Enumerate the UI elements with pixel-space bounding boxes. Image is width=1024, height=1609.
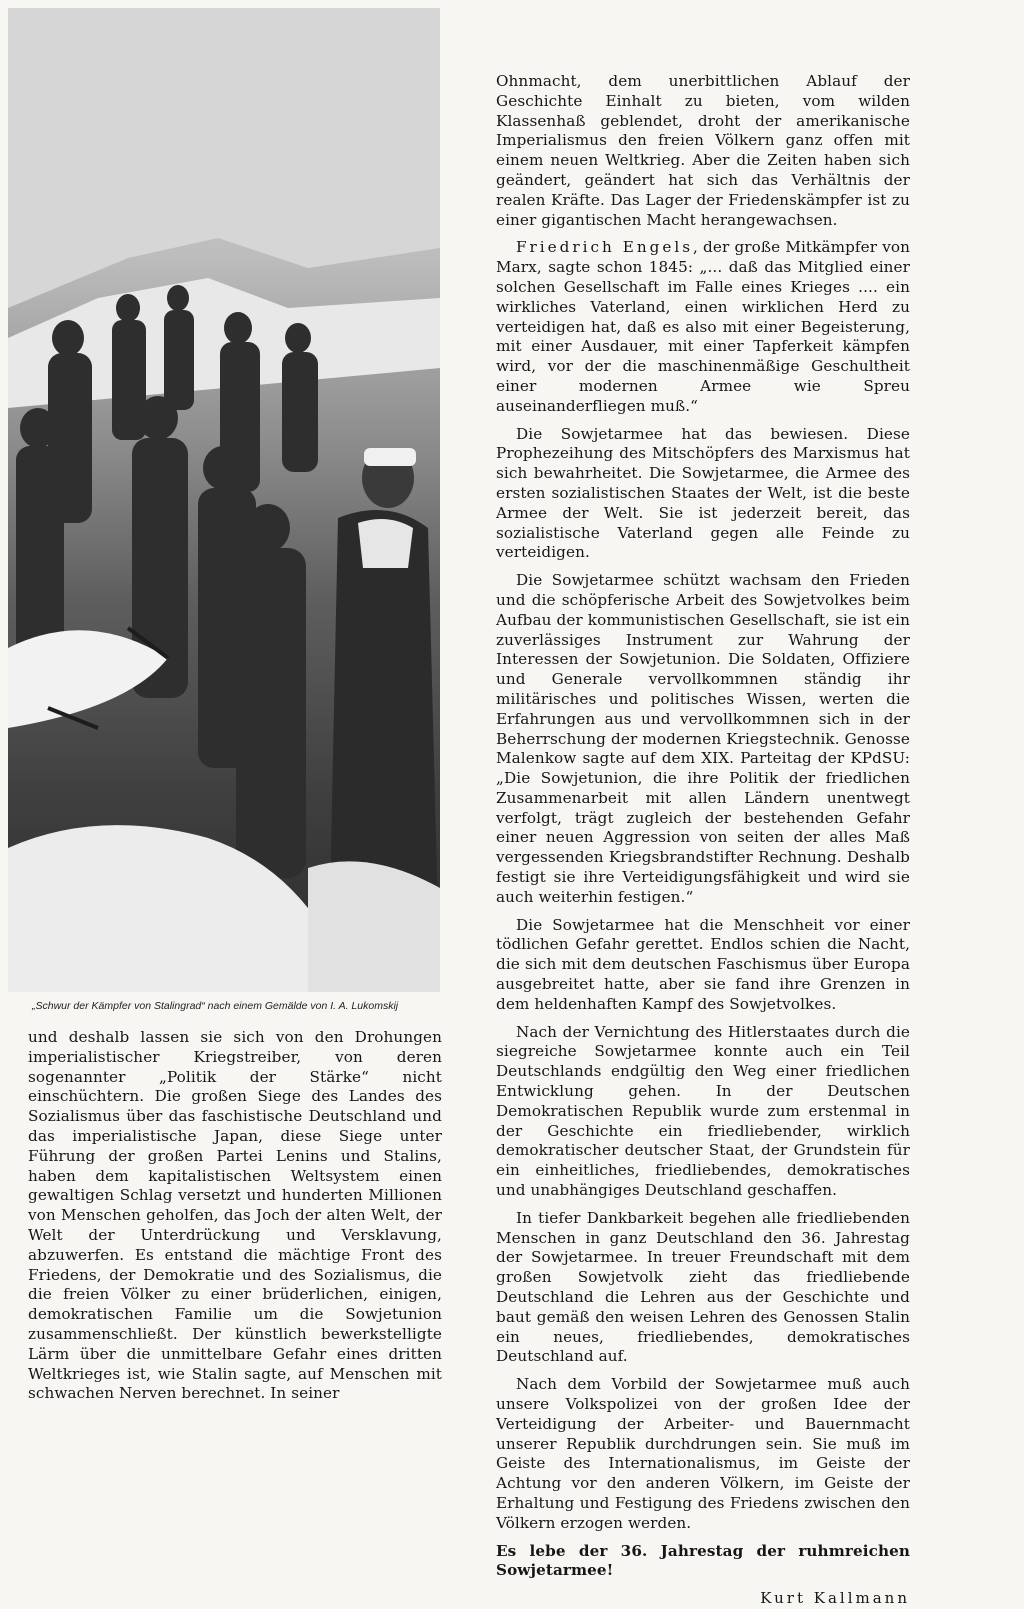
- figure-caption: „Schwur der Kämpfer von Stalingrad“ nach einem Gemälde von I. A. Lukomskij: [32, 1000, 399, 1012]
- right-text-column: [496, 72, 910, 1609]
- paragraph: Ohnmacht, dem unerbittlichen Ablauf der Geschichte Einhalt zu bieten, vom wilden Klassenhaß geblendet, droht der amerikanische Imperialismus den freien Völkern ganz offen mit einem neuen Weltkrieg. Aber die Zeiten haben sich geändert, geändert hat sich das Verhältnis der realen Kräfte. Das Lager der Friedenskämpfer ist zu einer gigantischen Macht herangewachsen.: [496, 72, 910, 229]
- engels-name: Friedrich Engels: [516, 238, 694, 257]
- paragraph: Die Sowjetarmee schützt wachsam den Frieden und die schöpferische Arbeit des Sowjetvolkes beim Aufbau der kommunistischen Gesellschaft, sie ist ein zuverlässiges Instrument zur Wahrung der Interessen der Sowjetunion. Die Soldaten, Offiziere und Generale vervollkommnen ständig ihr militärisches und politisches Wissen, werten die Erfahrungen aus und vervollkommnen sich in der Beherrschung der modernen Kriegstechnik. Genosse Malenkow sagte auf dem XIX. Parteitag der KPdSU: „Die Sowjetunion, die ihre Politik der friedlichen Zusammenarbeit mit allen Ländern unentwegt verfolgt, trägt zugleich der bestehenden Gefahr einer neuen Aggression von seiten der alles Maß vergessenden Kriegsbrandstifter Rechnung. Deshalb festigt sie ihre Verteidigungsfähigkeit und wird sie auch weiterhin festigen.“: [496, 571, 910, 906]
- painting-photo: [8, 8, 440, 992]
- paragraph: Die Sowjetarmee hat das bewiesen. Diese Prophezeihung des Mitschöpfers des Marxismus hat sich bewahrheitet. Die Sowjetarmee, die Armee des ersten sozialistischen Staates der Welt, ist die beste Armee der Welt. Sie ist jederzeit bereit, das sozialistische Vaterland gegen alle Feinde zu verteidigen.: [496, 424, 910, 562]
- closing-line: Es lebe der 36. Jahrestag der ruhmreichen Sowjetarmee!: [496, 1541, 910, 1580]
- author-signature: Kurt Kallmann: [760, 1589, 910, 1608]
- engels-quote: , der große Mitkämpfer von Marx, sagte schon 1845: „... daß das Mitglied einer solchen Gesellschaft im Falle eines Krieges .... ein wirkliches Vaterland, einen wirklichen Herd zu verteidigen hat, daß es also mit einer Begeisterung, mit einer Ausdauer, mit einer Tapferkeit kämpfen wird, vor der die maschinenmäßige Geschultheit einer modernen Armee wie Spreu auseinanderfliegen muß.“: [496, 238, 910, 415]
- left-text-column: [28, 1028, 442, 1412]
- paragraph: In tiefer Dankbarkeit begehen alle friedliebenden Menschen in ganz Deutschland den 36. Jahrestag der Sowjetarmee. In treuer Freundschaft mit dem großen Sowjetvolk zieht das friedliebende Deutschland die Lehren aus der Geschichte und baut gemäß den weisen Lehren des Genossen Stalin ein neues, friedliebendes, demokratisches Deutschland auf.: [496, 1208, 910, 1366]
- paragraph: und deshalb lassen sie sich von den Drohungen imperialistischer Kriegstreiber, von deren sogenannter „Politik der Stärke“ nicht einschüchtern. Die großen Siege des Landes des Sozialismus über das faschistische Deutschland und das imperialistische Japan, diese Siege unter Führung der großen Partei Lenins und Stalins, haben dem kapitalistischen Weltsystem einen gewaltigen Schlag versetzt und hunderten Millionen von Menschen geholfen, das Joch der alten Welt, der Welt der Unterdrückung und Versklavung, abzuwerfen. Es entstand die mächtige Front des Friedens, der Demokratie und des Sozialismus, die die freien Völker zu einer brüderlichen, einigen, demokratischen Familie um die Sowjetunion zusammenschließt. Der künstlich bewerkstelligte Lärm über die unmittelbare Gefahr eines dritten Weltkrieges ist, wie Stalin sagte, auf Menschen mit schwachen Nerven berechnet. In seiner: [28, 1028, 442, 1403]
- paragraph-engels: [496, 238, 910, 416]
- paragraph: Nach der Vernichtung des Hitlerstaates durch die siegreiche Sowjetarmee konnte auch ein Teil Deutschlands endgültig den Weg einer friedlichen Entwicklung gehen. In der Deutschen Demokratischen Republik wurde zum erstenmal in der Geschichte ein friedliebender, wirklich demokratischer deutscher Staat, der Grundstein für ein einheitliches, friedliebendes, demokratisches und unabhängiges Deutschland geschaffen.: [496, 1022, 910, 1200]
- painting-illustration: [8, 8, 440, 992]
- paragraph: Die Sowjetarmee hat die Menschheit vor einer tödlichen Gefahr gerettet. Endlos schien die Nacht, die sich mit dem deutschen Faschismus über Europa ausgebreitet hatte, aber sie fand ihre Grenzen in dem heldenhaften Kampf des Sowjetvolkes.: [496, 915, 910, 1013]
- paragraph: Nach dem Vorbild der Sowjetarmee muß auch unsere Volkspolizei von der großen Idee der Verteidigung der Arbeiter- und Bauernmacht unserer Republik durchdrungen sein. Sie muß im Geiste des Internationalismus, im Geiste der Achtung vor den anderen Völkern, im Geiste der Erhaltung und Festigung des Friedens zwischen den Völkern erzogen werden.: [496, 1375, 910, 1532]
